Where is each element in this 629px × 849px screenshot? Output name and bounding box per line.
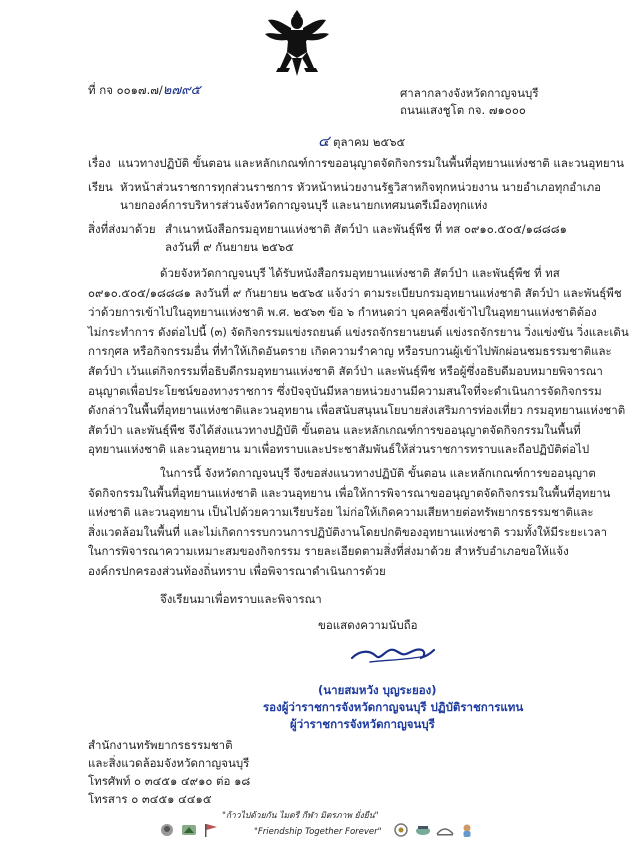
paragraph1-line: สัตว์ป่า เว้นแต่กิจกรรมที่อธิบดีกรมอุทยานแห่งชาติ สัตว์ป่า และพันธุ์พืช หรือผู้ซึ่งอธิบดีมอบหมายพิจารณา [88,363,603,378]
signer-name: (นายสมหวัง บุญระยอง) [318,683,437,697]
handwritten-signature [350,638,434,670]
paragraph1-line: อุทยานแห่งชาติ และวนอุทยาน มาเพื่อทราบและประชาสัมพันธ์ให้ส่วนราชการทราบและถือปฏิบัติต่อไป [88,442,590,457]
date-day: ๔ [318,132,330,150]
date-month-year: ตุลาคม ๒๕๖๕ [333,135,406,149]
flag-logo-icon [202,822,220,838]
body-paragraph-2 [88,464,611,582]
mascot-logo-icon [458,822,476,838]
footer-slogan-english: "Friendship Together Forever" [254,827,382,837]
paragraph2-line: จัดกิจกรรมในพื้นที่อุทยานแห่งชาติ และวนอุทยาน เพื่อให้การพิจารณาขออนุญาตจัดกิจกรรมในพื้นที่อุทยาน [88,485,611,500]
body-paragraph-1 [88,264,629,460]
subject-text: แนวทางปฏิบัติ ขั้นตอน และหลักเกณฑ์การขออนุญาตจัดกิจกรรมในพื้นที่อุทยานแห่งชาติ และวนอุทยาน [117,156,624,170]
lion-logo-icon [158,822,176,838]
province-logo-icon [180,822,198,838]
paragraph1-line: อนุญาตเพื่อประโยชน์ของทางราชการ ซึ่งปัจจุบันมีหลายหน่วยงานมีความสนใจที่จะดำเนินการจัดกิจกรรม [88,383,602,398]
reference-label: ที่ กจ ๐๐๑๗.๗/ [88,83,163,97]
signer-title-line2: ผู้ว่าราชการจังหวัดกาญจนบุรี [290,717,435,731]
paragraph1-line: ๐๙๑๐.๕๐๕/๑๘๘๘๑ ลงวันที่ ๙ กันยายน ๒๕๖๕ แจ้งว่า ตามระเบียบกรมอุทยานแห่งชาติ สัตว์ป่า และพันธุ์พืช [88,285,622,300]
subject-line [88,156,624,170]
footer-logos-left [158,822,220,838]
paragraph1-line: ดังกล่าวในพื้นที่อุทยานแห่งชาติและวนอุทยาน เพื่อสนับสนุนนโยบายส่งเสริมการท่องเที่ยว กรมอุทยานแห่งชาติ [88,403,626,418]
closing-salutation: ขอแสดงความนับถือ [318,618,418,632]
paragraph1-line: ด้วยจังหวัดกาญจนบุรี ได้รับหนังสือกรมอุทยานแห่งชาติ สัตว์ป่า และพันธุ์พืช ที่ ทส [160,266,560,280]
signer-title-line1: รองผู้ว่าราชการจังหวัดกาญจนบุรี ปฏิบัติราชการแทน [263,700,524,714]
stadium-logo-icon [414,822,432,838]
subject-label: เรื่อง [88,156,111,170]
office-line1: สำนักงานทรัพยากรธรรมชาติ [88,738,233,752]
office-fax: โทรสาร ๐ ๓๔๕๑ ๔๔๑๕ [88,792,212,806]
bridge-logo-icon [436,822,454,838]
enclosure-label: สิ่งที่ส่งมาด้วย [88,222,156,236]
footer-slogan-thai: "ก้าวไปด้วยกัน ไมตรี กีฬา มิตรภาพ ยั่งยืน" [222,811,379,821]
reference-number [88,83,200,98]
reference-handwritten-number: ๒๗๙๕ [162,83,201,98]
paragraph2-line: ในการนี้ จังหวัดกาญจนบุรี จึงขอส่งแนวทางปฏิบัติ ขั้นตอน และหลักเกณฑ์การขออนุญาต [160,466,596,480]
office-phone: โทรศัพท์ ๐ ๓๔๕๑ ๔๙๑๐ ต่อ ๑๘ [88,774,251,788]
enclosure-line2: ลงวันที่ ๙ กันยายน ๒๕๖๕ [165,240,294,254]
sender-address-line1: ศาลากลางจังหวัดกาญจนบุรี [400,86,539,100]
closing-request: จึงเรียนมาเพื่อทราบและพิจารณา [160,592,322,606]
recipient-line1: หัวหน้าส่วนราชการทุกส่วนราชการ หัวหน้าหน่วยงานรัฐวิสาหกิจทุกหน่วยงาน นายอำเภอทุกอำเภอ [120,180,602,194]
paragraph1-line: สัตว์ป่า และพันธุ์พืช จึงได้ส่งแนวทางปฏิบัติ ขั้นตอน และหลักเกณฑ์การขออนุญาตจัดกิจกรรมในพื้นที่ [88,422,581,437]
paragraph2-line: องค์กรปกครองส่วนท้องถิ่นทราบ เพื่อพิจารณาดำเนินการด้วย [88,563,386,578]
paragraph1-line: การกุศล หรือกิจกรรมอื่น ที่ทำให้เกิดอันตราย เกิดความรำคาญ หรือรบกวนผู้เข้าไปพักผ่อนชมธรรมชาติและ [88,344,612,359]
paragraph2-line: สิ่งแวดล้อมในพื้นที่ และไม่เกิดการรบกวนการปฏิบัติงานโดยปกติของอุทยานแห่งชาติ รวมทั้งให้มีระยะเวลา [88,524,608,539]
garuda-emblem-icon [262,10,332,80]
sender-address-line2: ถนนแสงชูโต กจ. ๗๑๐๐๐ [400,103,526,117]
enclosure-line1: สำเนาหนังสือกรมอุทยานแห่งชาติ สัตว์ป่า และพันธุ์พืช ที่ ทส ๐๙๑๐.๕๐๕/๑๘๘๘๑ [165,222,567,236]
office-line2: และสิ่งแวดล้อมจังหวัดกาญจนบุรี [88,756,250,770]
letter-date [318,134,405,149]
paragraph2-line: ในการพิจารณาความเหมาะสมของกิจกรรม รายละเอียดตามสิ่งที่ส่งมาด้วย สำหรับอำเภอขอให้แจ้ง [88,544,569,559]
recipient-line2: นายกองค์การบริหารส่วนจังหวัดกาญจนบุรี และนายกเทศมนตรีเมืองทุกแห่ง [120,198,488,212]
footer-logos-right [392,822,476,838]
recipient-label: เรียน [88,180,113,194]
emblem-logo-icon [392,822,410,838]
paragraph1-line: ว่าด้วยการเข้าไปในอุทยานแห่งชาติ พ.ศ. ๒๕๖๓ ข้อ ๖ กำหนดว่า บุคคลซึ่งเข้าไปในอุทยานแห่งชาติต้อง [88,305,597,320]
paragraph1-line: ไม่กระทำการ ดังต่อไปนี้ (๓) จัดกิจกรรมแข่งรถยนต์ แข่งรถจักรยานยนต์ แข่งรถจักรยาน วิ่งแข่งขัน วิ่งและเดิน [88,324,629,339]
paragraph2-line: แห่งชาติ และวนอุทยาน เป็นไปด้วยความเรียบร้อย ไม่ก่อให้เกิดความเสียหายต่อทรัพยากรธรรมชาติและ [88,505,594,520]
